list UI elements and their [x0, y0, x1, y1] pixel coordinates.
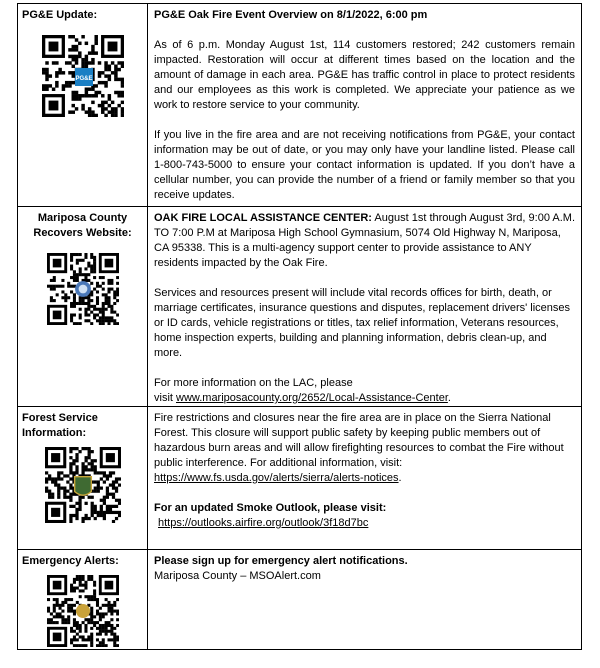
alerts-label-cell — [18, 550, 148, 650]
more-info-text: For more information on the LAC, please — [154, 377, 353, 389]
alerts-label: Emergency Alerts: — [22, 555, 119, 567]
alerts-qr-code[interactable] — [47, 575, 119, 647]
forest-content-cell — [148, 407, 582, 550]
lac-heading: OAK FIRE LOCAL ASSISTANCE CENTER: — [154, 212, 372, 224]
mariposa-label: Mariposa County Recovers Website: — [33, 212, 132, 239]
pge-row — [18, 4, 582, 207]
forest-row — [18, 407, 582, 550]
smoke-outlook-link[interactable]: https://outlooks.airfire.org/outlook/3f18d7bc — [158, 517, 369, 529]
pge-logo-text: PG&E — [74, 76, 93, 82]
mariposa-row — [18, 207, 582, 407]
smoke-line — [154, 516, 575, 531]
smoke-heading: For an updated Smoke Outlook, please visit: — [154, 502, 387, 514]
pge-content-cell — [148, 4, 582, 207]
lac-body: August 1st through August 3rd, 9:00 A.M. TO 7:00 P.M at Mariposa High School Gymnasium, 5074 Old Highway N, Mariposa, CA 95338. This is a multi-agency support center to provide assistance to ANY residents impacted by the Oak Fire. — [154, 212, 576, 269]
alerts-content-cell — [148, 550, 582, 650]
pge-paragraph-2: If you live in the fire area and are not receiving notifications from PG&E, your contact information may be out of date, or you may only have your landline listed. Please call 1-800-743-5000 to ensure your contact information is updated. If you don’t have a cellular number, you can provide the number of a friend or family member so that you receive updates. — [154, 129, 575, 201]
pge-label-cell — [18, 4, 148, 207]
alerts-row — [18, 550, 582, 650]
forest-body — [154, 411, 575, 486]
forest-qr-code[interactable] — [45, 447, 121, 523]
pge-qr-code[interactable] — [42, 35, 124, 117]
pge-title: PG&E Oak Fire Event Overview on 8/1/2022, 6:00 pm — [154, 9, 428, 21]
mariposa-label-cell — [18, 207, 148, 407]
forest-alerts-link[interactable]: https://www.fs.usda.gov/alerts/sierra/alerts-notices — [154, 472, 399, 484]
forest-body-text: Fire restrictions and closures near the fire area are in place on the Sierra National Forest. This closure will support public safety by keeping public members out of hazardous burn areas and will allow firefighting resources to combat the Fire without public interference. For additional information, visit: — [154, 412, 564, 469]
mariposa-qr-code[interactable] — [47, 253, 119, 325]
lac-link[interactable]: www.mariposacounty.org/2652/Local-Assistance-Center — [176, 392, 448, 404]
lac-paragraph — [154, 211, 575, 271]
alerts-heading: Please sign up for emergency alert notifications. — [154, 555, 408, 567]
forest-label: Forest Service Information: — [22, 412, 98, 439]
forest-label-cell — [18, 407, 148, 550]
visit-line — [154, 391, 575, 406]
forest-link-end: . — [398, 472, 402, 484]
visit-text: visit — [154, 392, 176, 404]
pge-paragraph-1: As of 6 p.m. Monday August 1st, 114 customers restored; 242 customers remain impacted. Restoration will occur at different times based on the location and the amount of damage in each area. PG&E has traffic control in place to protect residents and our employees as this work is completed. We appreciate your patience as we work to restore service to your community. — [154, 39, 575, 111]
services-paragraph: Services and resources present will include vital records offices for birth, death, or marriage certificates, insurance questions and disputes, replacement drivers' licenses or ID cards, vehicle registrations or titles, tax relief information, Veterans resources, home inspection experts, building and planning information, debris clean-up, and more. — [154, 287, 571, 359]
mariposa-content-cell — [148, 207, 582, 407]
alerts-body: Mariposa County – MSOAlert.com — [154, 570, 321, 582]
lac-link-end: . — [447, 392, 451, 404]
info-table — [17, 3, 582, 650]
pge-label: PG&E Update: — [22, 9, 98, 21]
